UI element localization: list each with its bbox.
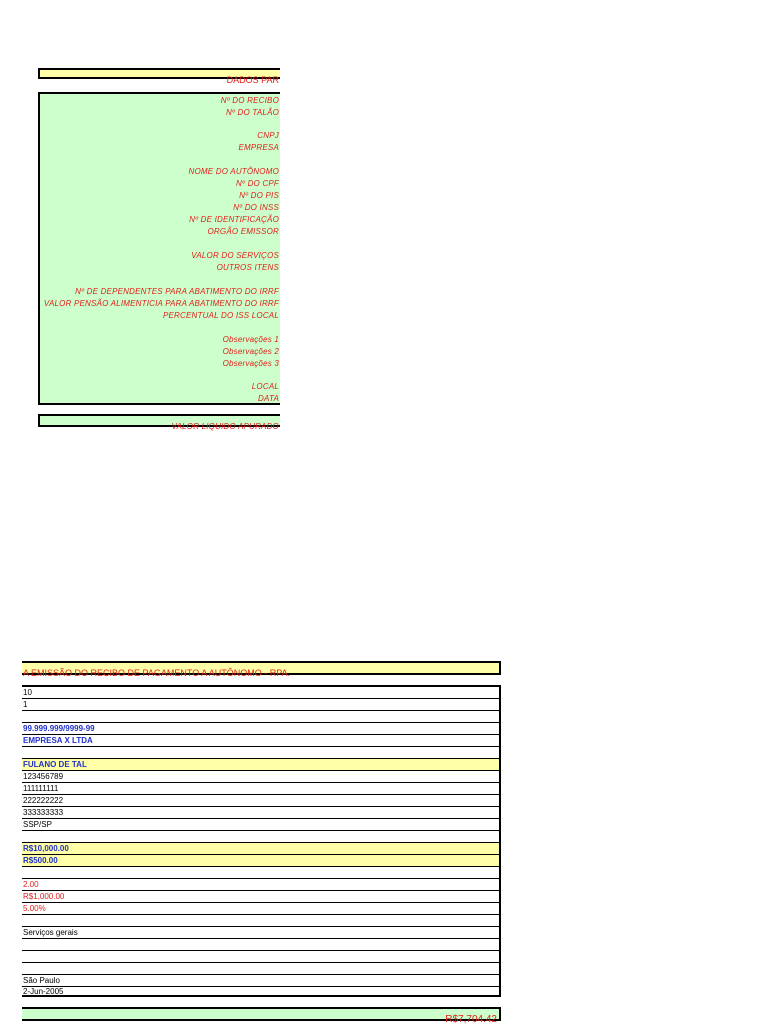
cell-empresa[interactable]: EMPRESA X LTDA [22,735,499,747]
label-obs3: Observações 3 [222,359,279,368]
cell-obs1[interactable]: Serviços gerais [22,927,499,939]
label-pensao: VALOR PENSÃO ALIMENTICIA PARA ABATIMENTO DO IRRF [43,299,279,308]
cell-empty [22,831,499,843]
cell-empty [22,867,499,879]
cell-outros-itens[interactable]: R$500.00 [22,855,499,867]
cell-nome[interactable]: FULANO DE TAL [22,759,499,771]
cell-empty [22,711,499,723]
label-cpf: Nº DO CPF [236,179,279,188]
label-local: LOCAL [251,382,279,391]
label-obs2: Observações 2 [222,347,279,356]
cell-orgao[interactable]: SSP/SP [22,819,499,831]
cell-empty [22,747,499,759]
labels-header [38,68,280,85]
cell-obs2[interactable] [22,939,499,951]
label-obs1: Observações 1 [222,335,279,344]
cell-dependentes[interactable]: 2.00 [22,879,499,891]
total-value: R$7,704.42 [445,1014,497,1025]
label-talao: Nº DO TALÃO [226,108,279,117]
labels-header-text: DADOS PAR [226,75,279,85]
total-label-bar [38,414,280,431]
cell-empty [22,963,499,975]
form-title-bar [22,661,501,678]
total-value-bar [22,1007,501,1025]
label-outros-itens: OUTROS ITENS [216,263,279,272]
label-dependentes: Nº DE DEPENDENTES PARA ABATIMENTO DO IRRF [75,287,279,296]
cell-empty [22,915,499,927]
label-pis: Nº DO PIS [239,191,279,200]
label-iss: PERCENTUAL DO ISS LOCAL [162,311,279,320]
cell-valor-servicos[interactable]: R$10,000.00 [22,843,499,855]
label-nome: NOME DO AUTÔNOMO [188,167,279,176]
label-cnpj: CNPJ [257,131,279,140]
label-empresa: EMPRESA [238,143,279,152]
cell-identificacao[interactable]: 333333333 [22,807,499,819]
labels-panel [38,92,280,405]
cell-pis[interactable]: 111111111 [22,783,499,795]
label-recibo: Nº DO RECIBO [220,96,279,105]
cell-inss[interactable]: 222222222 [22,795,499,807]
label-identificacao: Nº DE IDENTIFICAÇÃO [189,215,279,224]
form-title: A EMISSÃO DO RECIBO DE PAGAMENTO A AUTÔNOMO - RPA. [23,668,291,678]
values-table [22,685,501,997]
total-label: VALOR LIQUIDO APURADO [171,422,279,431]
cell-local[interactable]: São Paulo [22,975,499,987]
cell-cnpj[interactable]: 99.999.999/9999-99 [22,723,499,735]
label-inss: Nº DO INSS [233,203,279,212]
cell-obs3[interactable] [22,951,499,963]
cell-cpf[interactable]: 123456789 [22,771,499,783]
label-valor-servicos: VALOR DO SERVIÇOS [191,251,279,260]
cell-pensao[interactable]: R$1,000.00 [22,891,499,903]
cell-iss[interactable]: 5.00% [22,903,499,915]
label-data: DATA [258,394,279,403]
cell-data[interactable]: 2-Jun-2005 [23,987,64,996]
cell-recibo[interactable]: 10 [22,687,499,699]
label-orgao: ORGÃO EMISSOR [207,227,279,236]
cell-talao[interactable]: 1 [22,699,499,711]
